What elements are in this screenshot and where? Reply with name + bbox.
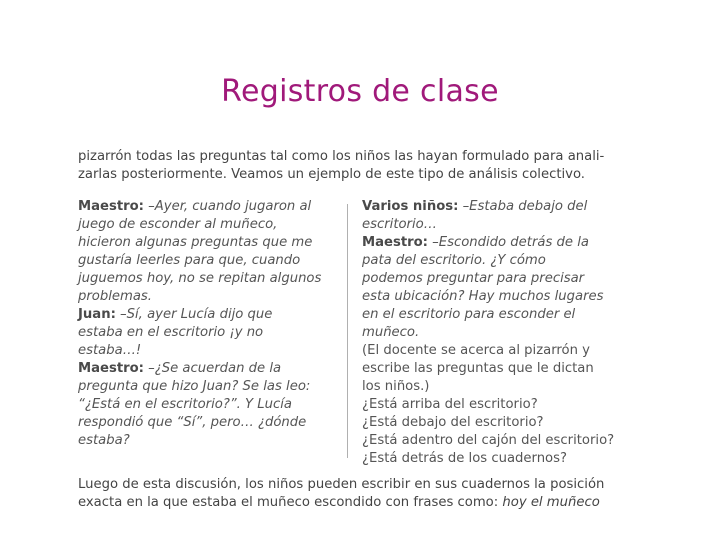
speaker-label: Maestro: — [78, 199, 144, 214]
dialogue-text: –Escondido detrás de la — [427, 235, 589, 250]
dialogue-line: juego de esconder al muñeco, — [78, 217, 278, 232]
outro-text: exacta en la que estaba el muñeco escondido con frases como: — [78, 495, 503, 510]
column-divider — [347, 204, 348, 458]
dialogue-line: juguemos hoy, no se repitan algunos — [78, 271, 322, 286]
stage-direction: (El docente se acerca al pizarrón y — [362, 343, 590, 358]
dialogue-text: –Estaba debajo del — [458, 199, 588, 214]
stage-direction: los niños.) — [362, 379, 430, 394]
dialogue-line — [78, 198, 346, 216]
dialogue-line: en el escritorio para esconder el — [362, 307, 576, 322]
dialogue-text: –¿Se acuerdan de la — [143, 361, 282, 376]
dialogue-line: respondió que “Sí”, pero… ¿dónde — [78, 415, 307, 430]
dialogue-line: problemas. — [78, 289, 152, 304]
dialogue-right-column — [362, 198, 637, 468]
dialogue-line: gustaría leerles para que, cuando — [78, 253, 301, 268]
speaker-label: Maestro: — [362, 235, 428, 250]
outro-paragraph — [78, 476, 638, 512]
dialogue-line: podemos preguntar para precisar — [362, 271, 585, 286]
speaker-label: Varios niños: — [362, 199, 459, 214]
dialogue-text: –Ayer, cuando jugaron al — [143, 199, 312, 214]
dialogue-line: estaba en el escritorio ¡y no — [78, 325, 264, 340]
question-line: ¿Está detrás de los cuadernos? — [362, 451, 567, 466]
speaker-label: Maestro: — [78, 361, 144, 376]
question-line: ¿Está debajo del escritorio? — [362, 415, 544, 430]
dialogue-line: muñeco. — [362, 325, 420, 340]
intro-paragraph — [78, 148, 638, 184]
dialogue-line: estaba…! — [78, 343, 142, 358]
dialogue-text: –Sí, ayer Lucía dijo que — [115, 307, 273, 322]
dialogue-line: hicieron algunas preguntas que me — [78, 235, 313, 250]
outro-italic-text: hoy el muñeco — [502, 495, 600, 510]
dialogue-line — [78, 306, 346, 324]
dialogue-line — [362, 234, 637, 252]
dialogue-left-column — [78, 198, 346, 450]
dialogue-line — [362, 198, 637, 216]
dialogue-line: pata del escritorio. ¿Y cómo — [362, 253, 546, 268]
dialogue-line: “¿Está en el escritorio?”. Y Lucía — [78, 397, 292, 412]
intro-line: pizarrón todas las preguntas tal como los niños las hayan formulado para anali- — [78, 149, 605, 164]
speaker-label: Juan: — [78, 307, 116, 322]
stage-direction: escribe las preguntas que le dictan — [362, 361, 594, 376]
question-line: ¿Está arriba del escritorio? — [362, 397, 538, 412]
dialogue-line: escritorio… — [362, 217, 437, 232]
outro-line: Luego de esta discusión, los niños pueden escribir en sus cuadernos la posición — [78, 477, 605, 492]
question-line: ¿Está adentro del cajón del escritorio? — [362, 433, 615, 448]
slide-title: Registros de clase — [221, 74, 499, 109]
outro-line — [78, 494, 638, 512]
dialogue-line: pregunta que hizo Juan? Se las leo: — [78, 379, 311, 394]
dialogue-line — [78, 360, 346, 378]
intro-line: zarlas posteriormente. Veamos un ejemplo de este tipo de análisis colectivo. — [78, 167, 586, 182]
dialogue-line: esta ubicación? Hay muchos lugares — [362, 289, 604, 304]
dialogue-line: estaba? — [78, 433, 130, 448]
